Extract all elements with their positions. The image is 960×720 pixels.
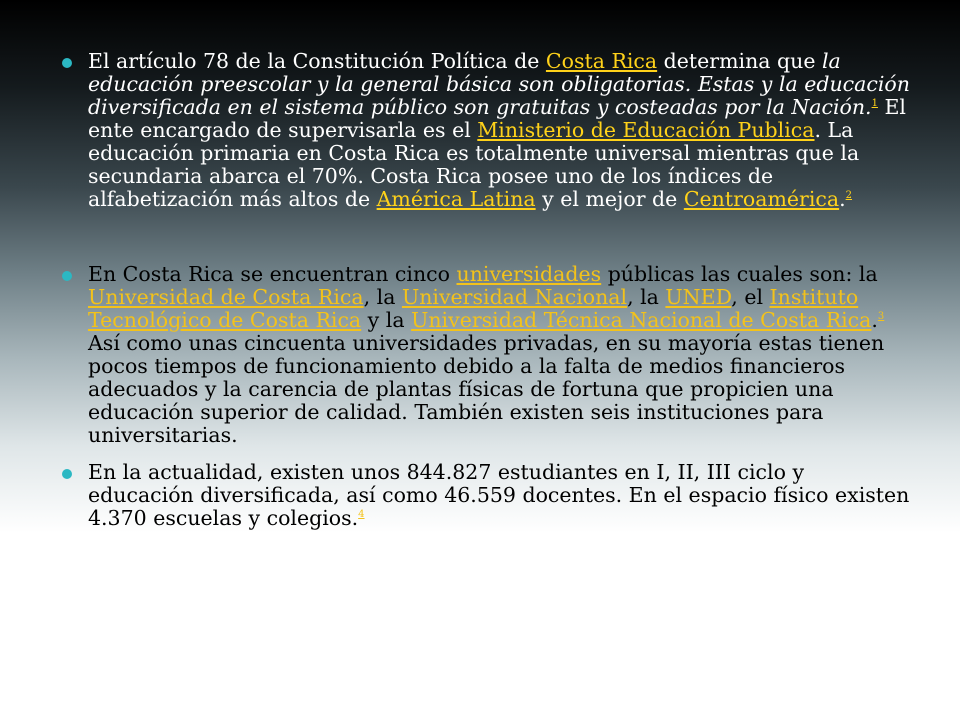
text-segment: , la: [627, 285, 666, 309]
link-universidad-nacional[interactable]: Universidad Nacional: [401, 285, 628, 309]
text-segment: Así como unas cincuenta universidades privadas, en su mayoría estas tienen pocos tiempos de funcionamiento debido a la falta de medios financieros adecuados y la carencia de plantas físicas de fortuna que propicien una educación superior de calidad. También existen seis instituciones para universitarias.: [88, 331, 885, 447]
bullet-icon: [62, 469, 72, 479]
italic-quote: la educación preescolar y la general básica son obligatorias. Estas y la educación diversificada en el sistema público son gratuitas y costeadas por la Nación.: [88, 49, 910, 119]
bullet-icon: [62, 58, 72, 68]
text-segment: determina que: [657, 49, 822, 73]
bullet-list: [62, 50, 914, 530]
text-segment: y el mejor de: [535, 187, 684, 211]
link-costa-rica[interactable]: Costa Rica: [545, 49, 658, 73]
text-segment: En Costa Rica se encuentran cinco: [88, 262, 457, 286]
link-universidades[interactable]: universidades: [456, 262, 602, 286]
bullet-item-statistics: [62, 461, 914, 530]
footnote-link-1[interactable]: 1: [871, 98, 878, 110]
footnote-link-2[interactable]: 2: [845, 190, 852, 202]
text-segment: El artículo 78 de la Constitución Política de: [88, 49, 546, 73]
footnote-link-3[interactable]: 3: [877, 311, 885, 323]
text-segment: El ente encargado de supervisarla es el: [88, 95, 906, 142]
text-segment: .: [871, 308, 878, 332]
text-segment: , la: [363, 285, 402, 309]
text-segment: .: [839, 187, 846, 211]
link-universidad-tecnica-nacional[interactable]: Universidad Técnica Nacional de Costa Rica: [411, 308, 872, 332]
link-instituto-tecnologico[interactable]: Instituto Tecnológico de Costa Rica: [88, 285, 859, 332]
text-segment: En la actualidad, existen unos 844.827 estudiantes en I, II, III ciclo y educación diversificada, así como 46.559 docentes. En el espacio físico existen 4.370 escuelas y colegios.: [88, 460, 910, 530]
link-uned[interactable]: UNED: [665, 285, 732, 309]
link-universidad-costa-rica[interactable]: Universidad de Costa Rica: [88, 285, 364, 309]
bullet-item-education-constitution: [62, 50, 914, 211]
link-centroamerica[interactable]: Centroamérica: [683, 187, 840, 211]
text-segment: , el: [731, 285, 770, 309]
text-segment: . La educación primaria en Costa Rica es totalmente universal mientras que la secundaria abarca el 70%. Costa Rica posee uno de los índices de alfabetización más altos de: [88, 118, 860, 211]
text-segment: y la: [361, 308, 412, 332]
footnote-link-4[interactable]: 4: [358, 509, 365, 521]
bullet-icon: [62, 271, 72, 281]
link-ministerio-educacion[interactable]: Ministerio de Educación Publica: [477, 118, 815, 142]
link-america-latina[interactable]: América Latina: [376, 187, 536, 211]
bullet-item-universities: [62, 263, 914, 447]
text-segment: públicas las cuales son: la: [601, 262, 878, 286]
